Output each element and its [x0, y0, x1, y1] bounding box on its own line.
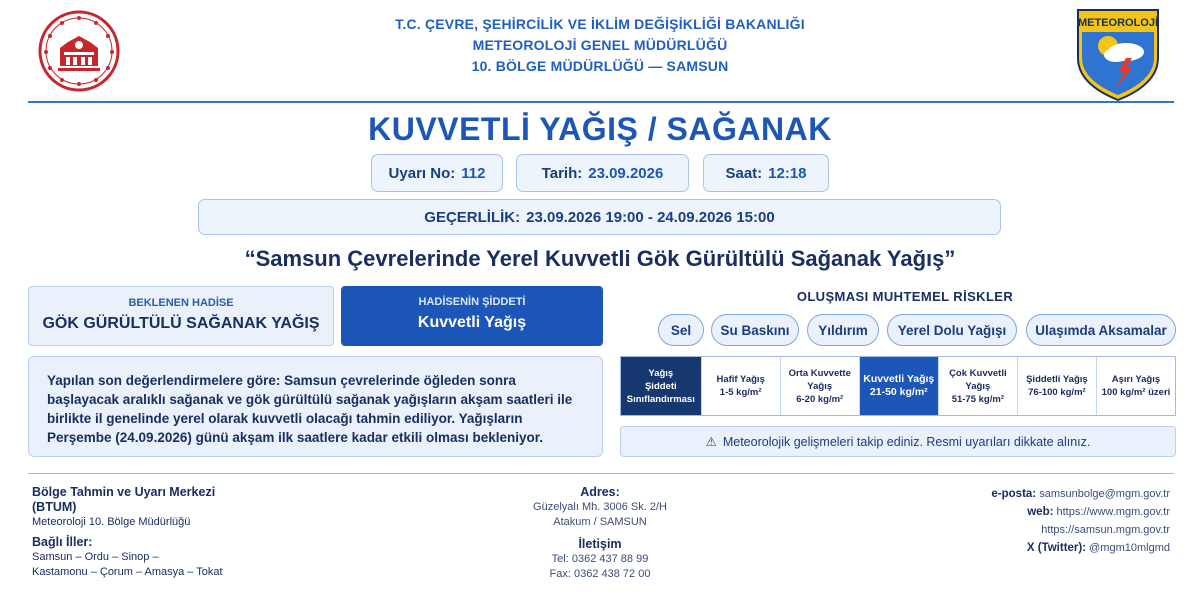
scale-header-line: Sınıflandırması	[626, 393, 695, 405]
scale-cell-name: Hafif Yağış	[716, 374, 765, 385]
twitter-label: X (Twitter):	[1026, 542, 1087, 554]
footer-divider	[28, 473, 1174, 474]
scale-cell	[1096, 357, 1175, 415]
twitter-link[interactable]: @mgm10mlgmd	[1089, 542, 1170, 554]
risks-list	[620, 314, 1190, 346]
scale-cell-range: 6-20 kg/m²	[796, 393, 844, 405]
advice-notice	[620, 426, 1176, 457]
scale-cell-range: 21-50 kg/m²	[869, 386, 928, 398]
footer-contact	[860, 485, 1170, 557]
scale-cell	[701, 357, 780, 415]
logo-text: METEOROLOJİ	[1077, 17, 1159, 29]
address-label: Adres:	[580, 485, 620, 499]
warning-number-value: 112	[461, 164, 486, 182]
date-label: Tarih:	[541, 164, 583, 182]
rain-intensity-scale	[620, 356, 1176, 416]
scale-header-line: Şiddeti	[644, 380, 677, 392]
regional-office-name: 10. BÖLGE MÜDÜRLÜĞÜ — SAMSUN	[471, 58, 729, 74]
scale-header-line: Yağış	[648, 367, 674, 379]
validity-label: GEÇERLİLİK:	[424, 208, 521, 226]
address-line: Güzelyalı Mh. 3006 Sk. 2/H	[533, 501, 667, 513]
web-label: web:	[1027, 506, 1054, 518]
event-severity-value: Kuvvetli Yağış	[417, 314, 527, 331]
page-header	[0, 0, 1200, 104]
time-label: Saat:	[725, 164, 763, 182]
web-link[interactable]: https://www.mgm.gov.tr	[1056, 506, 1170, 518]
scale-cell	[780, 357, 859, 415]
scale-cell-name: Çok Kuvvetli Yağış	[949, 367, 1007, 392]
center-directorate: Meteoroloji 10. Bölge Müdürlüğü	[32, 516, 191, 528]
address-line: Atakum / SAMSUN	[553, 516, 647, 528]
provinces-line: Kastamonu – Çorum – Amasya – Tokat	[32, 566, 223, 578]
scale-cell-name: Aşırı Yağış	[1111, 374, 1161, 385]
warning-triangle-icon: ⚠	[705, 435, 717, 449]
event-severity-label: HADİSENİN ŞİDDETİ	[418, 296, 526, 308]
risks-title: OLUŞMASI MUHTEMEL RİSKLER	[796, 289, 1014, 304]
provinces-line: Samsun – Ordu – Sinop –	[32, 551, 159, 563]
risk-item: Yerel Dolu Yağışı	[887, 314, 1017, 346]
event-severity-box	[341, 286, 603, 346]
provinces-label: Bağlı İller:	[32, 535, 93, 549]
contact-label: İletişim	[578, 537, 622, 551]
validity-box	[198, 199, 1001, 235]
risk-item: Ulaşımda Aksamalar	[1026, 314, 1176, 346]
footer-center-info	[32, 485, 332, 580]
date-box	[516, 154, 689, 192]
scale-cell-name: Kuvvetli Yağış	[863, 373, 935, 385]
scale-cell-range: 76-100 kg/m²	[1028, 387, 1086, 398]
meteoroloji-logo-icon	[1072, 6, 1164, 102]
scale-cell-range: 100 kg/m² üzeri	[1101, 387, 1171, 398]
expected-event-box	[28, 286, 334, 346]
email-link[interactable]: samsunbolge@mgm.gov.tr	[1039, 488, 1170, 500]
risk-item: Yıldırım	[807, 314, 879, 346]
expected-event-value: GÖK GÜRÜLTÜLÜ SAĞANAK YAĞIŞ	[42, 315, 320, 332]
scale-cell	[938, 357, 1017, 415]
time-box	[703, 154, 829, 192]
date-value: 23.09.2026	[588, 164, 664, 182]
ministry-name: T.C. ÇEVRE, ŞEHİRCİLİK VE İKLİM DEĞİŞİKLİĞİ BAKANLIĞI	[395, 16, 805, 32]
warning-number-label: Uyarı No:	[388, 164, 456, 182]
scale-cell	[859, 357, 938, 415]
email-label: e-posta:	[991, 488, 1037, 500]
time-value: 12:18	[768, 164, 807, 182]
warning-headline: “Samsun Çevrelerinde Yerel Kuvvetli Gök Gürültülü Sağanak Yağış”	[244, 246, 956, 271]
advice-text: Meteorolojik gelişmeleri takip ediniz. Resmi uyarıları dikkate alınız.	[722, 434, 1091, 449]
scale-cell-range: 1-5 kg/m²	[719, 387, 762, 398]
scale-cell	[1017, 357, 1096, 415]
scale-header	[621, 357, 701, 415]
risk-item: Sel	[658, 314, 704, 346]
risk-item: Su Baskını	[711, 314, 799, 346]
center-name: Bölge Tahmin ve Uyarı Merkezi	[32, 485, 216, 499]
expected-event-label: BEKLENEN HADİSE	[128, 297, 234, 309]
footer-address	[450, 485, 750, 582]
scale-cell-name: Orta Kuvvette Yağış	[788, 367, 851, 392]
web-link[interactable]: https://samsun.mgm.gov.tr	[1041, 524, 1170, 536]
validity-value: 23.09.2026 19:00 - 24.09.2026 15:00	[526, 208, 775, 226]
fax-number: Fax: 0362 438 72 00	[549, 568, 651, 580]
warning-number-box	[371, 154, 503, 192]
header-divider	[28, 101, 1174, 103]
scale-cell-range: 51-75 kg/m²	[951, 393, 1004, 405]
center-abbreviation: (BTUM)	[32, 500, 77, 514]
scale-cell-name: Şiddetli Yağış	[1026, 374, 1088, 385]
directorate-name: METEOROLOJİ GENEL MÜDÜRLÜĞÜ	[472, 37, 728, 53]
warning-title: KUVVETLİ YAĞIŞ / SAĞANAK	[368, 111, 832, 147]
warning-description: Yapılan son değerlendirmelere göre: Samsun çevrelerinde öğleden sonra başlayacak aralıklı sağanak ve gök gürültülü sağanak yağışların akşam saatleri ile birlikte il genelinde yerel olarak kuvvetli olacağı tahmin ediliyor. Yağışların Perşembe (24.09.2026) günü akşam ilk saatlere kadar etkili olması bekleniyor.	[28, 356, 603, 457]
phone-number: Tel: 0362 437 88 99	[551, 553, 649, 565]
